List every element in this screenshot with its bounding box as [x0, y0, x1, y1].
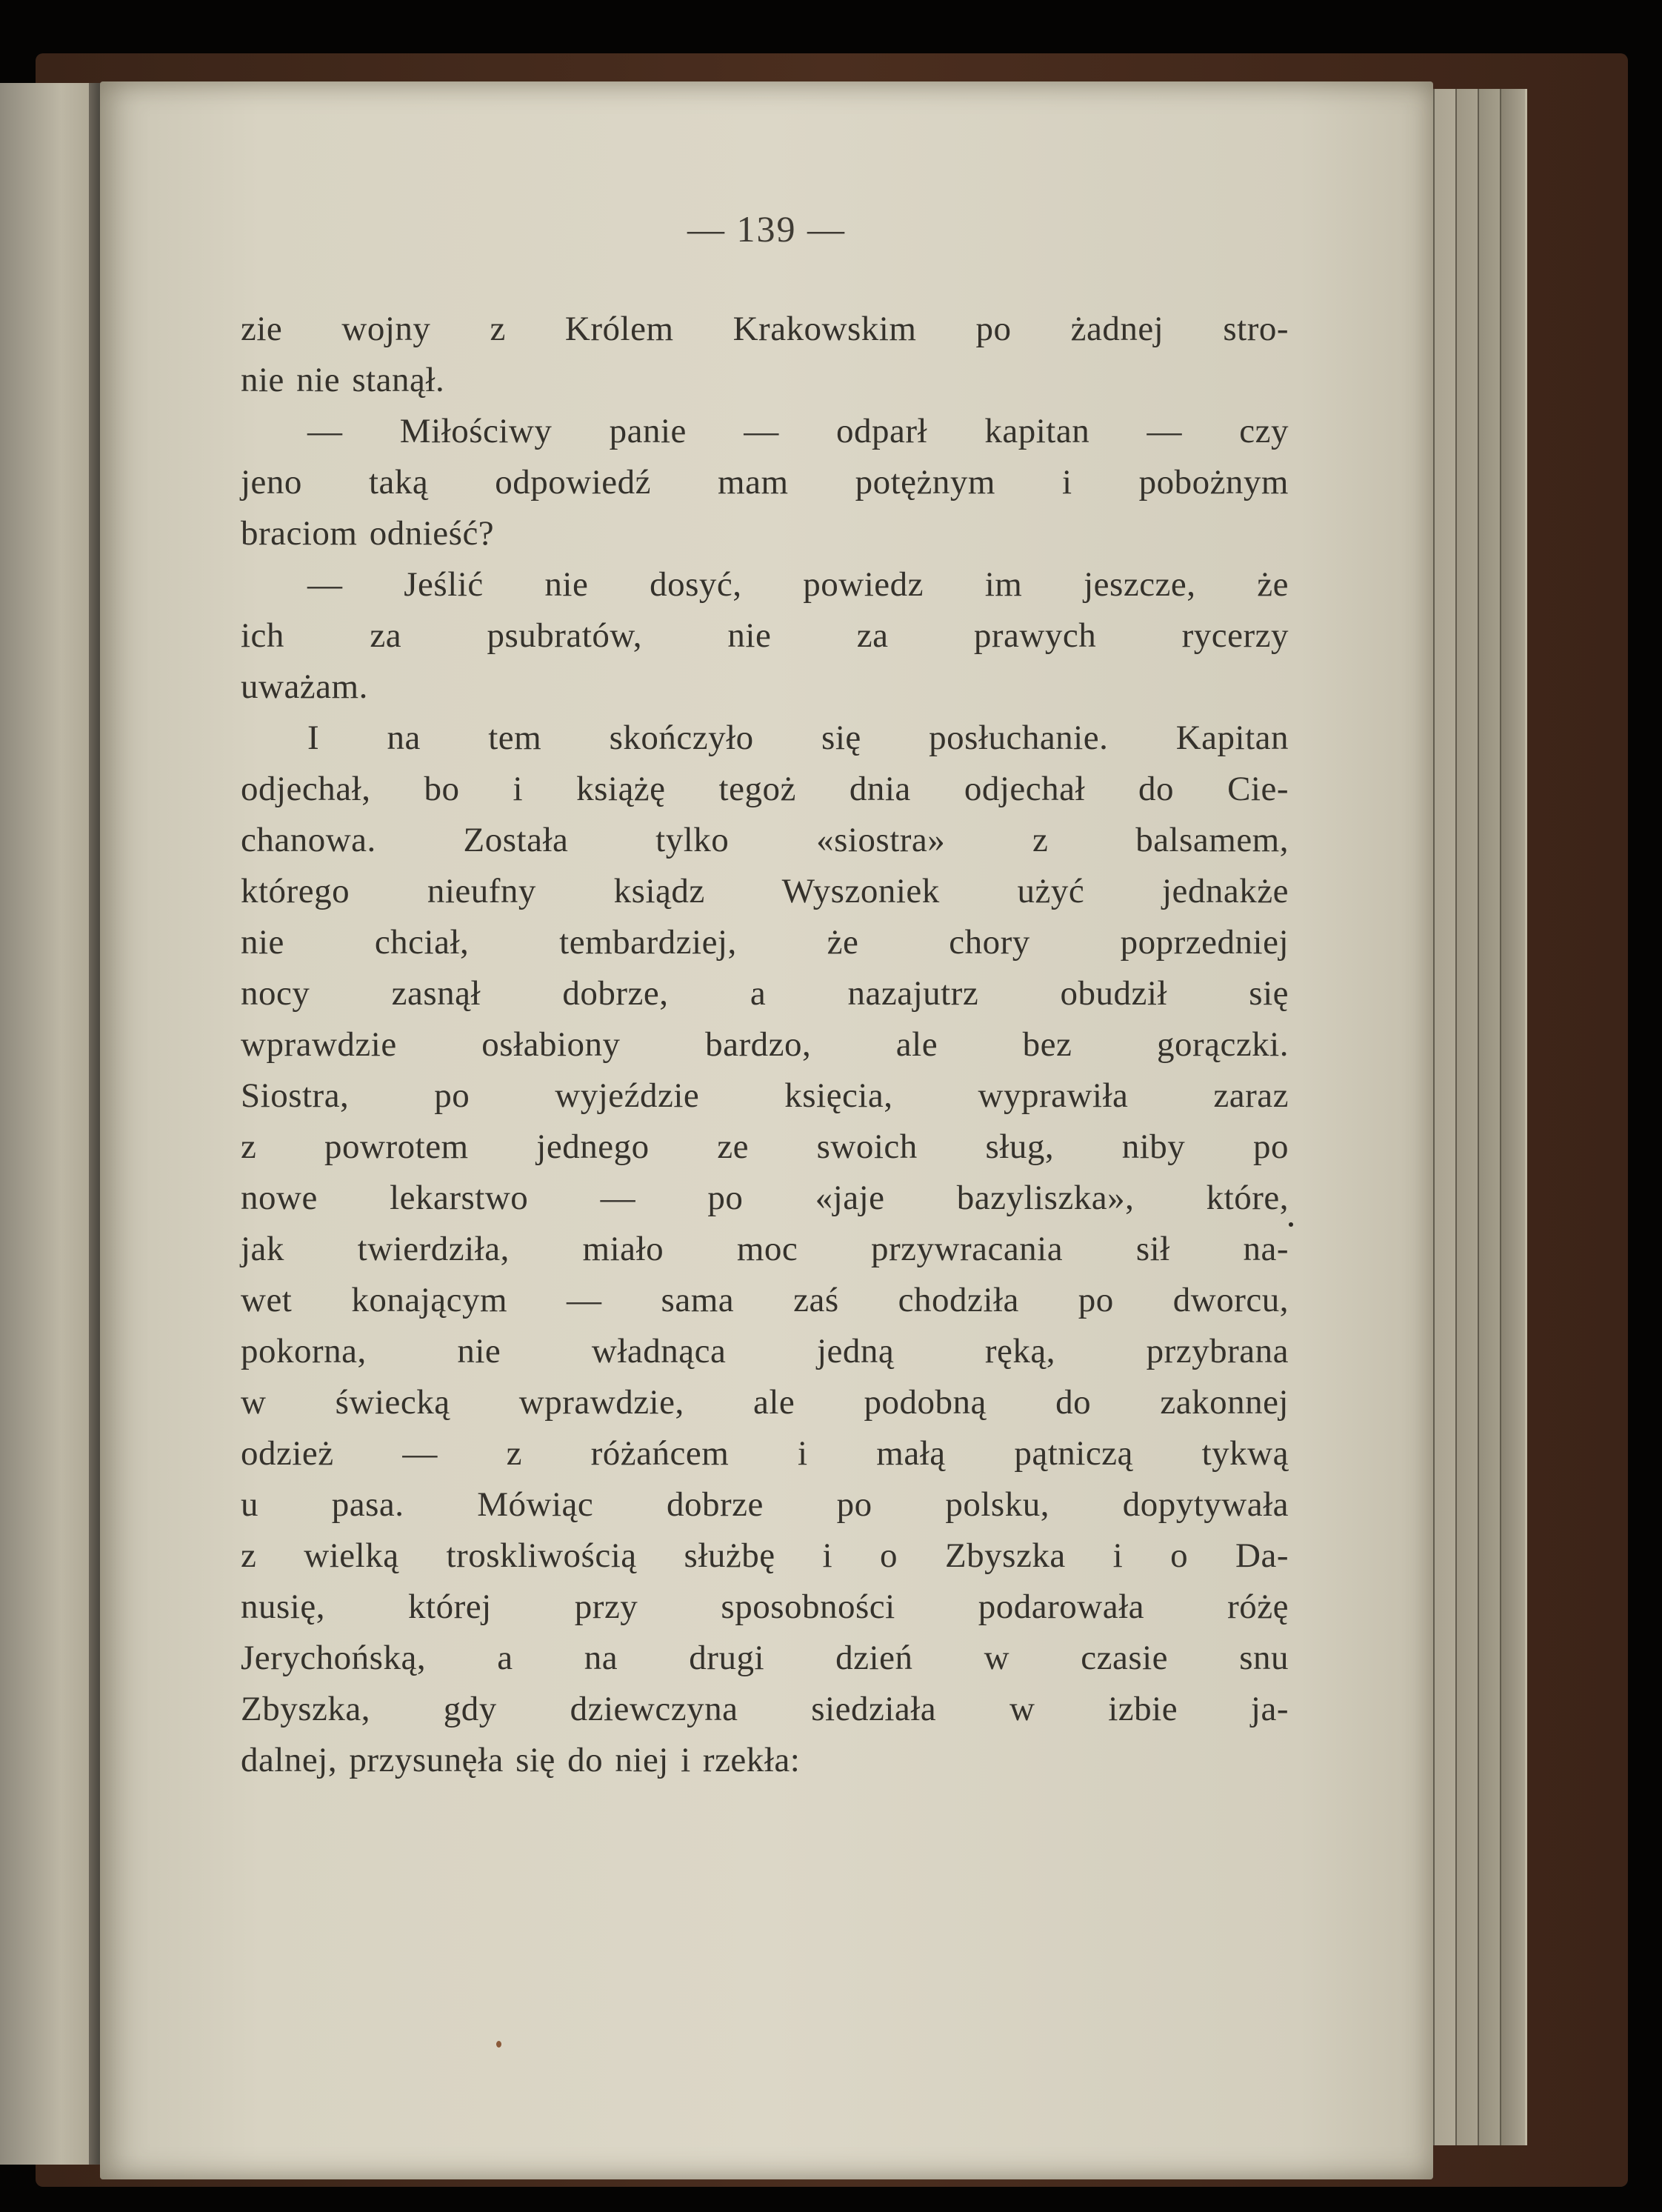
- text-line: — Miłościwy panie — odparł kapitan — czy: [307, 412, 1289, 450]
- text-line: odjechał, bo i książę tegoż dnia odjechał do Cie-: [241, 770, 1289, 808]
- text-line: którego nieufny ksiądz Wyszoniek użyć jednakże: [241, 872, 1289, 910]
- text-line: wet konającym — sama zaś chodziła po dworcu,: [241, 1281, 1289, 1319]
- text-line: jak twierdziła, miało moc przywracania sił na-: [241, 1230, 1289, 1268]
- text-line: zie wojny z Królem Krakowskim po żadnej stro-: [241, 310, 1289, 348]
- text-line: w świecką wprawdzie, ale podobną do zakonnej: [241, 1383, 1289, 1422]
- text-line: u pasa. Mówiąc dobrze po polsku, dopytywała: [241, 1485, 1289, 1524]
- text-line: z wielką troskliwością służbę i o Zbyszka i o Da-: [241, 1536, 1289, 1575]
- text-line: nie nie stanął.: [241, 361, 445, 399]
- paper-speck: [1289, 1222, 1293, 1227]
- text-line: jeno taką odpowiedź mam potężnym i pobożnym: [241, 463, 1289, 502]
- text-line: nowe lekarstwo — po «jaje bazyliszka», które,: [241, 1179, 1289, 1217]
- body-text: [241, 304, 1289, 1786]
- text-line: dalnej, przysunęła się do niej i rzekła:: [241, 1741, 801, 1779]
- text-line: odzież — z różańcem i małą pątniczą tykwą: [241, 1434, 1289, 1473]
- text-line: ich za psubratów, nie za prawych rycerzy: [241, 616, 1289, 655]
- text-line: wprawdzie osłabiony bardzo, ale bez gorączki.: [241, 1025, 1289, 1064]
- page-number: — 139 —: [687, 208, 846, 250]
- text-line: nocy zasnął dobrze, a nazajutrz obudził się: [241, 974, 1289, 1013]
- text-line: z powrotem jednego ze swoich sług, niby po: [241, 1127, 1289, 1166]
- text-line: Jerychońską, a na drugi dzień w czasie snu: [241, 1639, 1289, 1677]
- text-line: Zbyszka, gdy dziewczyna siedziała w izbie ja-: [241, 1690, 1289, 1728]
- text-line: I na tem skończyło się posłuchanie. Kapitan: [307, 719, 1289, 757]
- text-line: nusię, której przy sposobności podarowała różę: [241, 1588, 1289, 1626]
- text-line: pokorna, nie władnąca jedną ręką, przybrana: [241, 1332, 1289, 1370]
- text-line: braciom odnieść?: [241, 514, 495, 553]
- paper-speck: [496, 2041, 501, 2048]
- text-line: uważam.: [241, 667, 368, 706]
- text-line: Siostra, po wyjeździe księcia, wyprawiła zaraz: [241, 1076, 1289, 1115]
- book-page: [100, 81, 1433, 2179]
- text-line: — Jeślić nie dosyć, powiedz im jeszcze, że: [307, 565, 1289, 604]
- text-line: nie chciał, tembardziej, że chory poprzedniej: [241, 923, 1289, 962]
- text-line: chanowa. Została tylko «siostra» z balsamem,: [241, 821, 1289, 859]
- page-edge: [1500, 89, 1525, 2145]
